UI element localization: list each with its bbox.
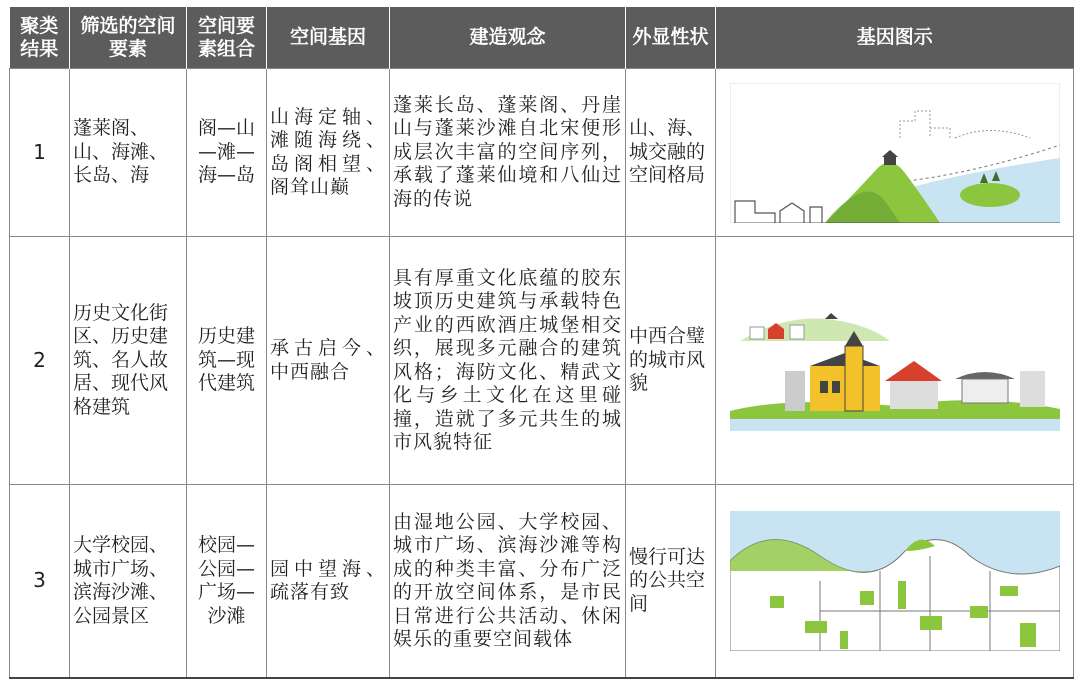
figure-cell: [716, 485, 1074, 679]
table-row: [10, 485, 1074, 679]
figure-cell: [716, 69, 1074, 237]
east-west-buildings-icon: [730, 291, 1060, 431]
gene-table: [9, 7, 1074, 679]
trait-cell: 山、海、城交融的空间格局: [626, 69, 716, 237]
trait-cell: 慢行可达的公共空间: [626, 485, 716, 679]
elements-cell: 历史文化街区、历史建筑、名人故居、现代风格建筑: [70, 237, 187, 485]
cluster-id: 1: [10, 69, 70, 237]
table-row: [10, 69, 1074, 237]
gene-cell: 园中望海、疏落有致: [267, 485, 390, 679]
cluster-id: 2: [10, 237, 70, 485]
header-trait: 外显性状: [626, 7, 716, 69]
header-combination: 空间要素组合: [187, 7, 267, 69]
figure-cell: [716, 237, 1074, 485]
header-row: [10, 7, 1074, 69]
trait-cell: 中西合璧的城市风貌: [626, 237, 716, 485]
concept-cell: 由湿地公园、大学校园、城市广场、滨海沙滩等构成的种类丰富、分布广泛的开放空间体系，是市民日常进行公共活动、休闲娱乐的重要空间载体: [390, 485, 626, 679]
elements-cell: 大学校园、城市广场、滨海沙滩、公园景区: [70, 485, 187, 679]
combination-cell: 阁—山—滩—海—岛: [187, 69, 267, 237]
header-concept: 建造观念: [390, 7, 626, 69]
header-cluster: 聚类结果: [10, 7, 70, 69]
gene-cell: 承古启今、中西融合: [267, 237, 390, 485]
header-elements: 筛选的空间要素: [70, 7, 187, 69]
header-figure: 基因图示: [716, 7, 1074, 69]
mountain-sea-city-icon: [730, 83, 1060, 223]
header-gene: 空间基因: [267, 7, 390, 69]
concept-cell: 具有厚重文化底蕴的胶东坡顶历史建筑与承载特色产业的西欧酒庄城堡相交织，展现多元融合的建筑风格；海防文化、精武文化与乡土文化在这里碰撞，造就了多元共生的城市风貌特征: [390, 237, 626, 485]
elements-cell: 蓬莱阁、山、海滩、长岛、海: [70, 69, 187, 237]
open-space-map-icon: [730, 511, 1060, 651]
cluster-id: 3: [10, 485, 70, 679]
concept-cell: 蓬莱长岛、蓬莱阁、丹崖山与蓬莱沙滩自北宋便形成层次丰富的空间序列，承载了蓬莱仙境和八仙过海的传说: [390, 69, 626, 237]
gene-cell: 山海定轴、滩随海绕、岛阁相望、阁耸山巅: [267, 69, 390, 237]
combination-cell: 历史建筑—现代建筑: [187, 237, 267, 485]
combination-cell: 校园—公园—广场—沙滩: [187, 485, 267, 679]
table-row: [10, 237, 1074, 485]
